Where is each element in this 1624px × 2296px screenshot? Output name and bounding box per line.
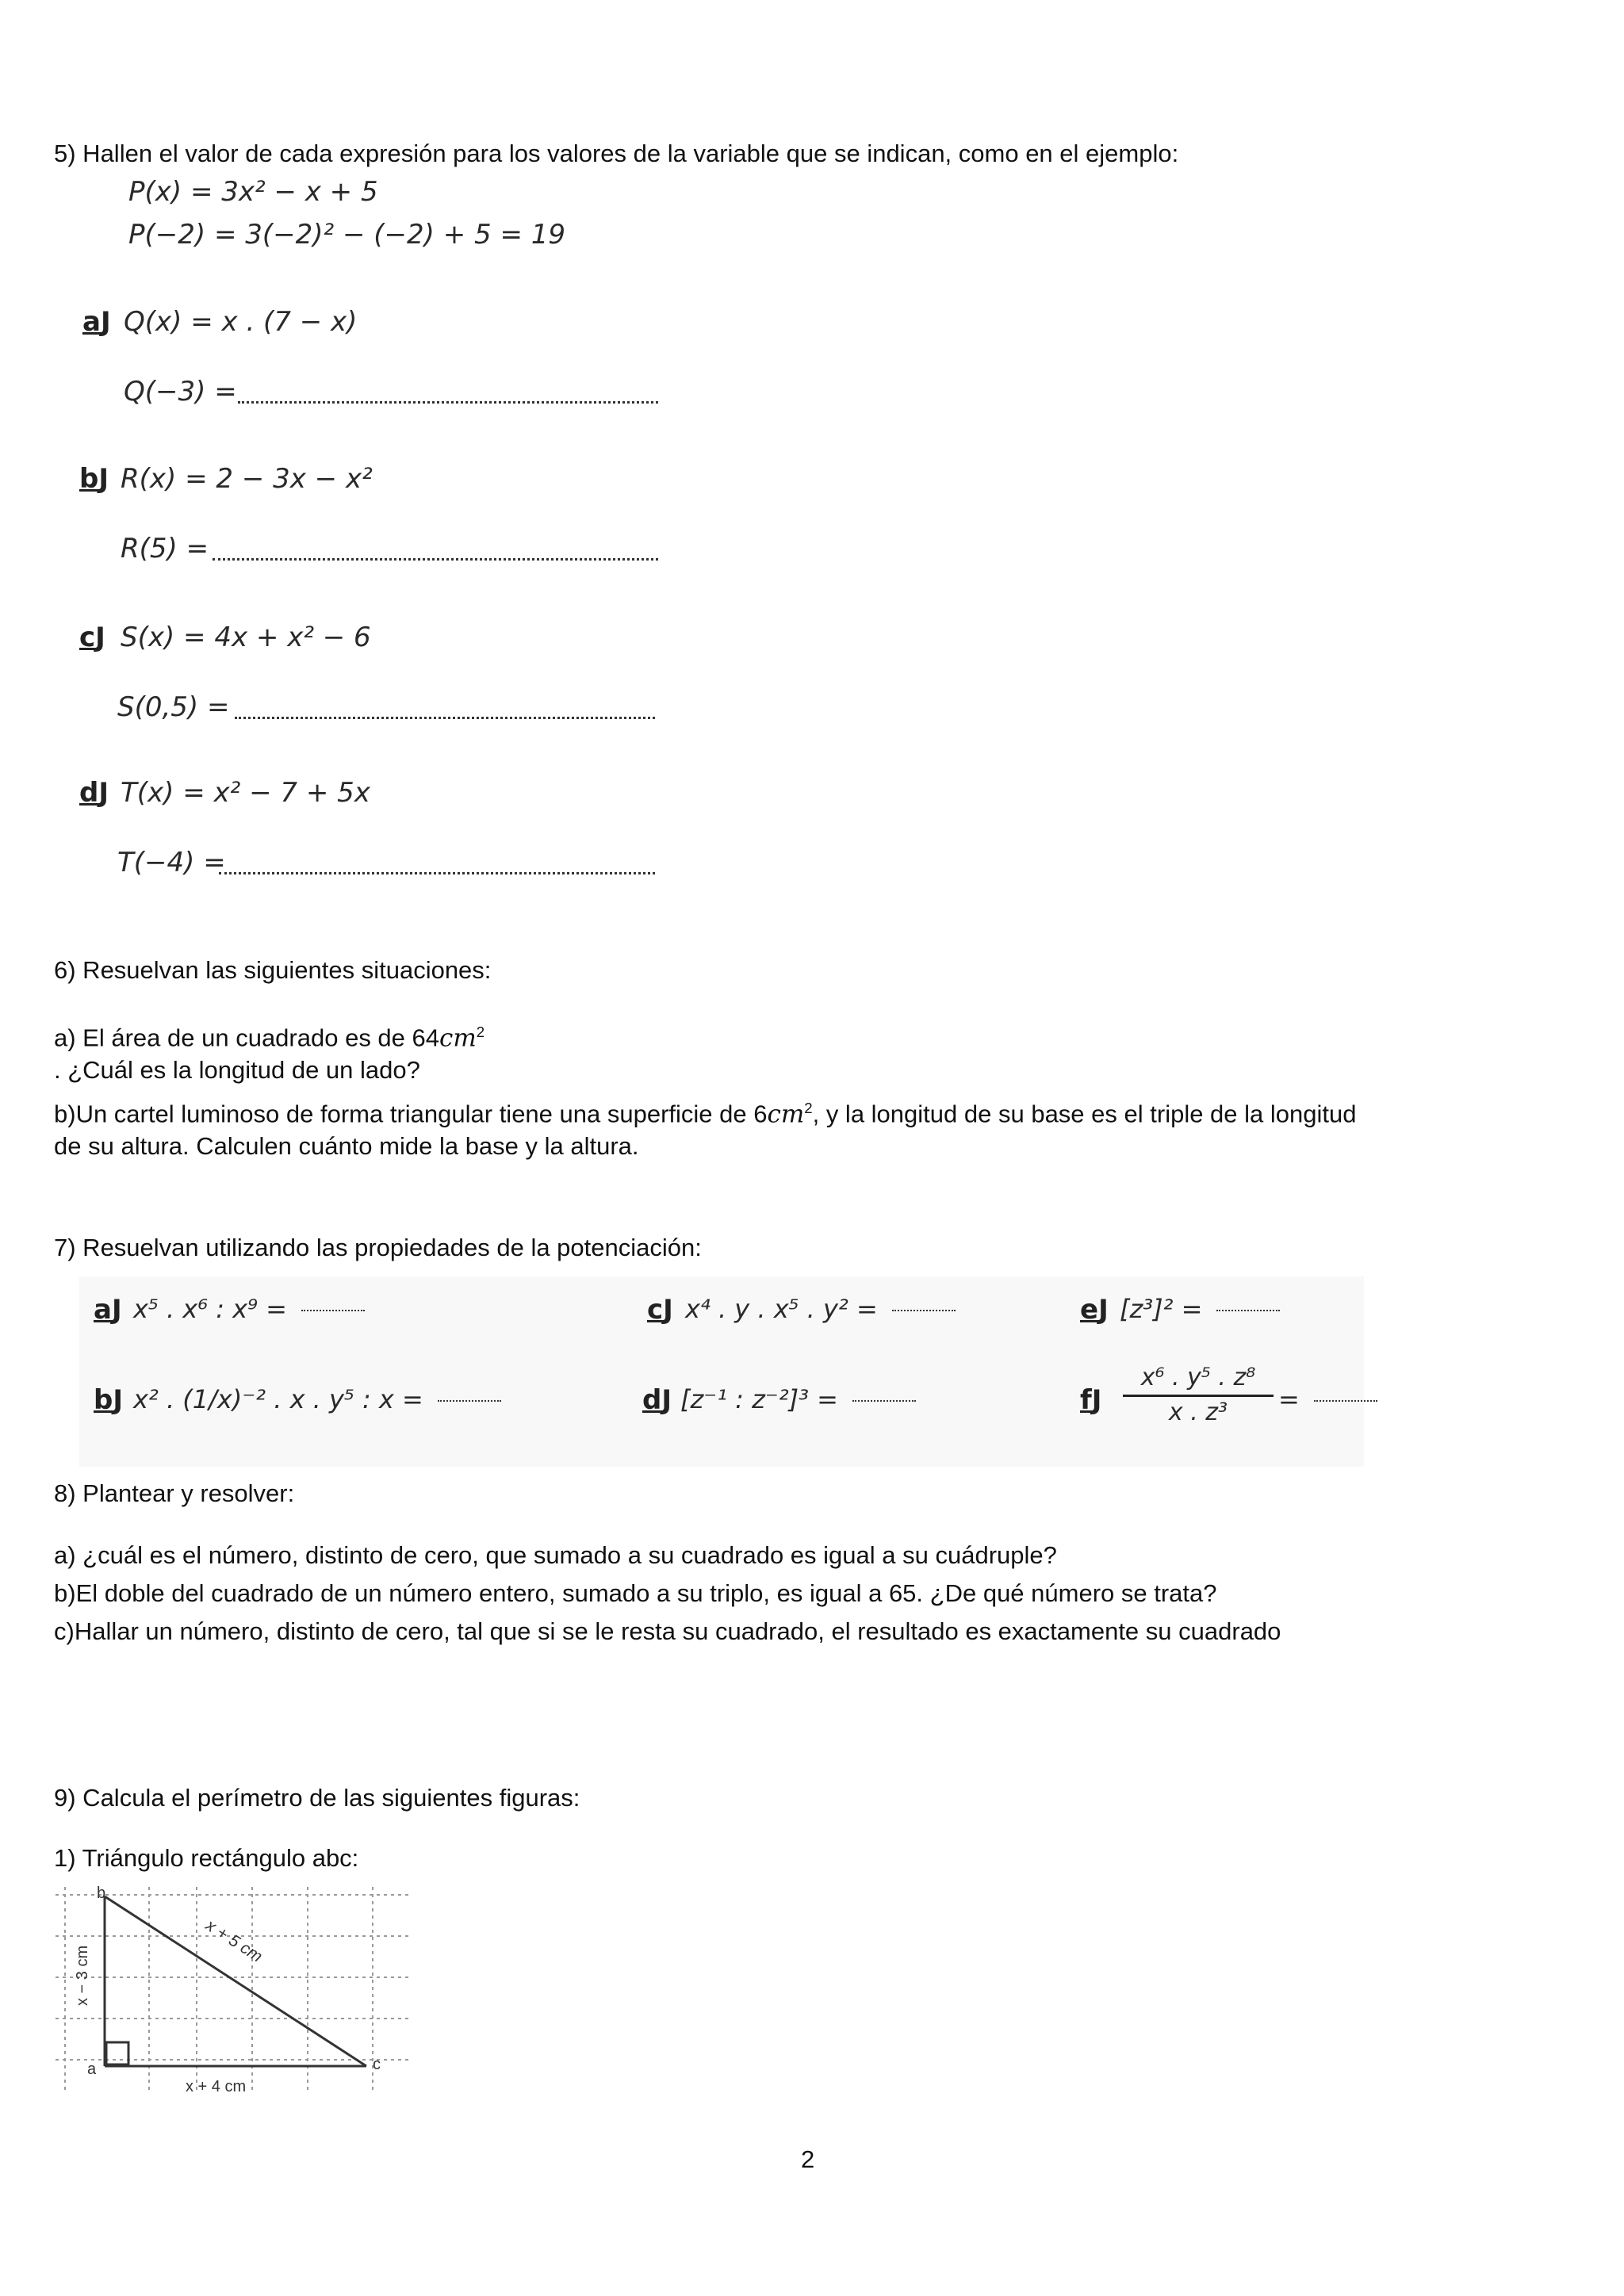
page-number: 2 bbox=[801, 2145, 815, 2173]
problem-6a-line2: . ¿Cuál es la longitud de un lado? bbox=[54, 1056, 420, 1084]
problem-6a-line1: a) El área de un cuadrado es de $64cm^2$ bbox=[54, 1024, 485, 1053]
answer-blank-7d[interactable] bbox=[852, 1400, 916, 1402]
right-angle-marker bbox=[106, 2042, 128, 2064]
expression-r: R(x) = 2 − 3x − x² bbox=[121, 463, 373, 495]
answer-blank-7a[interactable] bbox=[301, 1310, 365, 1311]
problem-8b: b)El doble del cuadrado de un número entero, sumado a su triplo, es igual a 65. ¿De qué número se trata? bbox=[54, 1579, 1217, 1607]
side-ab-label: x − 3 cm bbox=[74, 1945, 91, 2006]
problem-6b-line2: de su altura. Calculen cuánto mide la base y la altura. bbox=[54, 1132, 639, 1160]
problem-8a: a) ¿cuál es el número, distinto de cero, que sumado a su cuadrado es igual a su cuádruple? bbox=[54, 1541, 1057, 1569]
answer-blank-t[interactable] bbox=[219, 872, 655, 874]
vertex-a-label: a bbox=[87, 2061, 97, 2078]
expression-q: Q(x) = x . (7 − x) bbox=[124, 306, 358, 338]
answer-blank-r[interactable] bbox=[213, 558, 658, 561]
item-letter-d: dJ bbox=[79, 777, 109, 809]
item-letter-c: cJ bbox=[79, 622, 105, 653]
item-7f-letter: fJ bbox=[1080, 1384, 1102, 1416]
answer-blank-s[interactable] bbox=[235, 717, 655, 719]
right-triangle-figure bbox=[56, 1879, 420, 2101]
answer-blank-7b[interactable] bbox=[438, 1400, 501, 1402]
answer-blank-7c[interactable] bbox=[892, 1310, 956, 1311]
example-expression: P(x) = 3x² − x + 5 bbox=[128, 176, 378, 208]
evaluation-s: S(0,5) = bbox=[117, 691, 230, 723]
fraction-7f bbox=[1123, 1364, 1274, 1426]
expression-7c: x⁴ . y . x⁵ . y² = bbox=[685, 1294, 956, 1324]
expression-t: T(x) = x² − 7 + 5x bbox=[121, 777, 370, 809]
item-7c-letter: cJ bbox=[647, 1294, 673, 1326]
fraction-7f-numerator: x⁶ . y⁵ . z⁸ bbox=[1123, 1364, 1274, 1397]
section-6-title: 6) Resuelvan las siguientes situaciones: bbox=[54, 956, 492, 984]
item-7e-letter: eJ bbox=[1080, 1294, 1109, 1326]
section-7-title: 7) Resuelvan utilizando las propiedades de la potenciación: bbox=[54, 1234, 702, 1261]
section-9-title: 9) Calcula el perímetro de las siguientes figuras: bbox=[54, 1784, 580, 1812]
figure-1-caption: 1) Triángulo rectángulo abc: bbox=[54, 1844, 359, 1872]
expression-s: S(x) = 4x + x² − 6 bbox=[121, 622, 371, 653]
evaluation-t: T(−4) = bbox=[117, 847, 226, 878]
expression-7e: [z³]² = bbox=[1120, 1294, 1280, 1324]
side-ac-label: x + 4 cm bbox=[186, 2078, 247, 2095]
item-7d-letter: dJ bbox=[642, 1384, 672, 1416]
example-evaluation: P(−2) = 3(−2)² − (−2) + 5 = 19 bbox=[128, 219, 566, 251]
item-7a-letter: aJ bbox=[94, 1294, 122, 1326]
answer-blank-7f[interactable] bbox=[1314, 1400, 1377, 1402]
evaluation-q: Q(−3) = bbox=[124, 376, 237, 408]
triangle-abc bbox=[105, 1896, 366, 2066]
answer-blank-q[interactable] bbox=[238, 401, 658, 404]
section-8-title: 8) Plantear y resolver: bbox=[54, 1479, 295, 1507]
vertex-c-label: c bbox=[373, 2056, 381, 2073]
expression-7b: x² . (1/x)⁻² . x . y⁵ : x = bbox=[133, 1384, 501, 1414]
evaluation-r: R(5) = bbox=[121, 533, 209, 564]
expression-7d: [z⁻¹ : z⁻²]³ = bbox=[680, 1384, 916, 1414]
section-5-title: 5) Hallen el valor de cada expresión para los valores de la variable que se indican, como en el ejemplo: bbox=[54, 140, 1179, 167]
item-letter-b: bJ bbox=[79, 463, 109, 495]
fraction-7f-equals: = bbox=[1278, 1384, 1377, 1414]
item-7b-letter: bJ bbox=[94, 1384, 123, 1416]
vertex-b-label: b bbox=[97, 1885, 106, 1902]
fraction-7f-denominator: x . z³ bbox=[1168, 1399, 1228, 1426]
problem-8c: c)Hallar un número, distinto de cero, tal que si se le resta su cuadrado, el resultado es exactamente su cuadrado bbox=[54, 1617, 1281, 1645]
expression-7a: x⁵ . x⁶ : x⁹ = bbox=[133, 1294, 365, 1324]
side-bc-label: x + 5 cm bbox=[202, 1915, 266, 1966]
answer-blank-7e[interactable] bbox=[1216, 1310, 1280, 1311]
item-letter-a: aJ bbox=[82, 306, 111, 338]
problem-6b-line1: b)Un cartel luminoso de forma triangular tiene una superficie de $6cm^2$, y la longitud de su base es el triple de la longitud bbox=[54, 1100, 1357, 1129]
side-bc bbox=[105, 1896, 366, 2066]
